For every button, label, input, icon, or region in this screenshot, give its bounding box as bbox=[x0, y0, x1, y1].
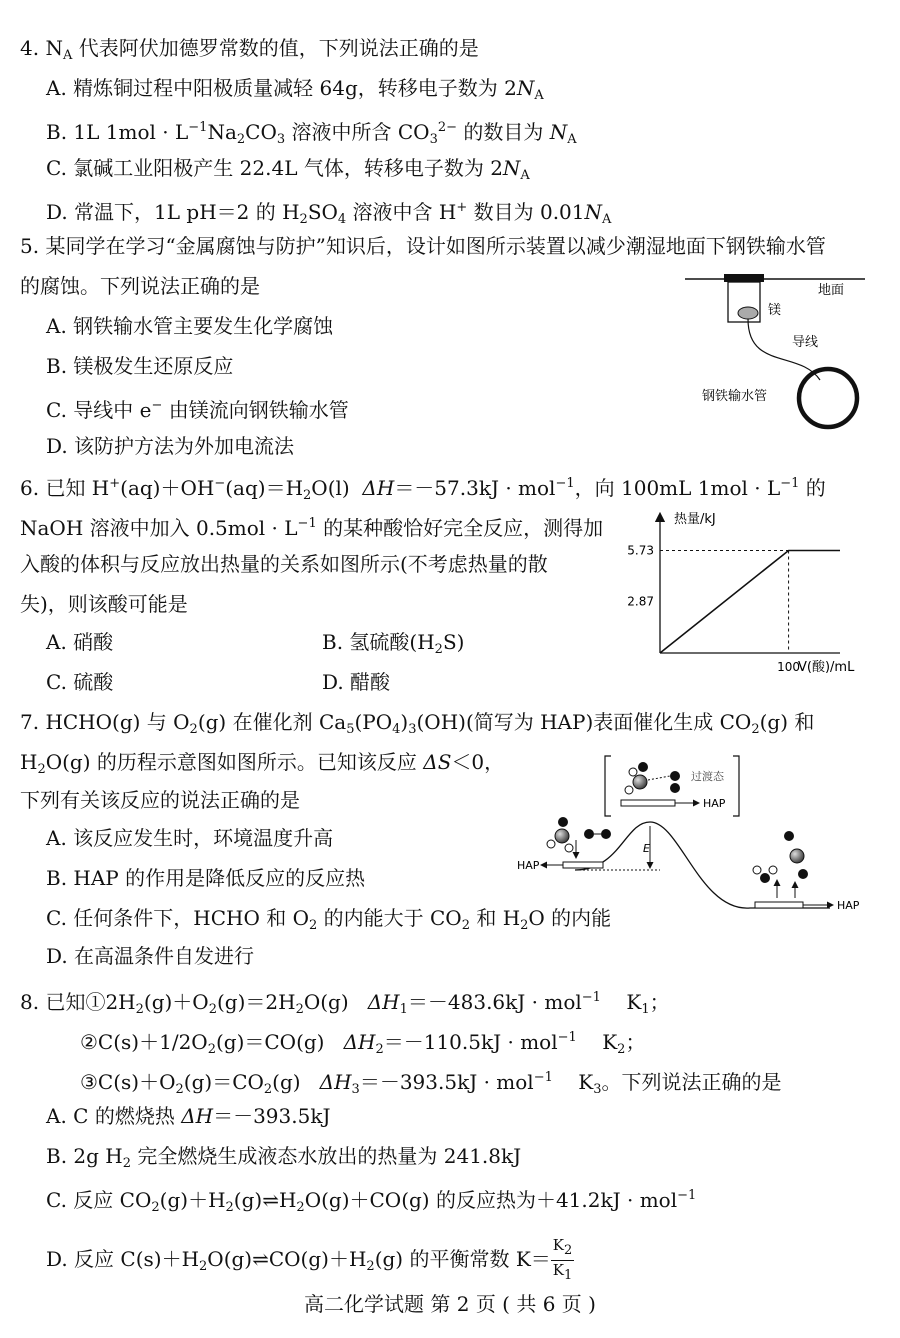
q4-stem: 4. $N_A$ 代表阿伏加德罗常数的值，下列说法正确的是 bbox=[20, 36, 479, 63]
heat-volume-chart bbox=[620, 505, 870, 685]
corrosion-protection-figure bbox=[680, 240, 870, 440]
h-atom-left-2 bbox=[565, 844, 573, 852]
q6-stem-line2: NaOH 溶液中加入 $0.5mol \cdot L^{-1}$ 的某种酸恰好完全反应，测得加 bbox=[20, 516, 604, 540]
q6-stem-line1: 6. 已知 $H^+(aq)+OH^-(aq)=H_2O(l) \Delta H=-57.3kJ \cdot mol^{-1}$，向 100mL $1mol \cdot L^{-1}$ 的 bbox=[20, 476, 826, 503]
hap-label-left: HAP bbox=[517, 859, 540, 872]
y-axis-label: 热量/kJ bbox=[674, 512, 716, 527]
mg-label: 镁 bbox=[768, 303, 782, 318]
ground-cap bbox=[724, 274, 764, 282]
q7-option-c: C. 任何条件下，HCHO 和 $O_2$ 的内能大于 $CO_2$ 和 $H_2O$ 的内能 bbox=[46, 906, 612, 933]
q6-option-d: D. 醋酸 bbox=[322, 670, 391, 694]
q4-option-d: D. 常温下，1L pH＝2 的 $H_2SO_4$ 溶液中含 H+ 数目为 $0.01N_A$ bbox=[46, 200, 612, 227]
o2-atom-2 bbox=[601, 829, 611, 839]
y-tick-label-1: 2.87 bbox=[627, 594, 654, 609]
steel-pipe bbox=[799, 369, 857, 427]
q4-option-a: A. 精炼铜过程中阳极质量减轻 64g，转移电子数为 $2N_A$ bbox=[46, 76, 544, 103]
q7-stem-line1: 7. HCHO(g) 与 $O_2(g)$ 在催化剂 $Ca_5(PO_4)_3(OH)$(简写为 HAP)表面催化生成 $CO_2(g)$ 和 bbox=[20, 710, 815, 737]
series-line bbox=[660, 551, 840, 654]
o-atom-ts-2 bbox=[670, 771, 680, 781]
pipe-label: 钢铁输水管 bbox=[702, 389, 768, 404]
q6-option-c: C. 硫酸 bbox=[46, 670, 114, 694]
q8-option-a: A. C 的燃烧热 ΔH＝－393.5kJ bbox=[46, 1104, 331, 1128]
q8-option-c: C. 反应 $CO_2(g)+H_2(g)\rightleftharpoons H_2O(g)+CO(g)$ 的反应热为＋41.2kJ · mol$^{-1}$ bbox=[46, 1188, 697, 1215]
o-atom-co2-1 bbox=[784, 831, 794, 841]
q8-option-d: D. 反应 $C(s)+H_2O(g)\rightleftharpoons CO(g)+H_2(g)$ 的平衡常数 K＝ $\frac{K2}{K1}$ bbox=[46, 1236, 573, 1283]
hap-label-right: HAP bbox=[837, 899, 860, 912]
q5-option-b: B. 镁极发生还原反应 bbox=[46, 354, 234, 378]
page-footer: 高二化学试题 第 2 页 ( 共 6 页 ) bbox=[304, 1292, 596, 1316]
q6-stem-line3: 入酸的体积与反应放出热量的关系如图所示(不考虑热量的散 bbox=[20, 552, 548, 576]
q7-option-d: D. 在高温条件自发进行 bbox=[46, 944, 255, 968]
q7-stem-line2: $H_2O(g)$ 的历程示意图如图所示。已知该反应 ΔS＜0， bbox=[20, 750, 505, 777]
h-atom-ts-1 bbox=[629, 768, 637, 776]
transition-state-label: 过渡态 bbox=[691, 770, 724, 783]
y-tick-label-0: 5.73 bbox=[627, 543, 654, 558]
c-atom-co2 bbox=[790, 849, 804, 863]
q5-option-c: C. 导线中 e− 由镁流向钢铁输水管 bbox=[46, 398, 349, 422]
q7-stem-line3: 下列有关该反应的说法正确的是 bbox=[20, 788, 300, 812]
h-atom-ts-2 bbox=[625, 786, 633, 794]
hap-surface-ts bbox=[621, 800, 675, 806]
q5-option-d: D. 该防护方法为外加电流法 bbox=[46, 434, 295, 458]
o-atom-ts-3 bbox=[670, 783, 680, 793]
o-atom-co2-2 bbox=[798, 869, 808, 879]
q7-option-a: A. 该反应发生时，环境温度升高 bbox=[46, 826, 334, 850]
q6-option-b: B. 氢硫酸$(H_2S)$ bbox=[322, 630, 465, 657]
mg-electrode bbox=[738, 307, 758, 319]
q4-option-c: C. 氯碱工业阳极产生 22.4L 气体，转移电子数为 $2N_A$ bbox=[46, 156, 530, 183]
x-tick-label-0: 100 bbox=[777, 660, 801, 674]
hap-surface-right bbox=[755, 902, 803, 908]
q4-option-b: B. 1L $1mol \cdot L^{-1}Na_2CO_3$ 溶液中所含 $CO_3^{2-}$ 的数目为 $N_A$ bbox=[46, 120, 577, 147]
q6-option-a: A. 硝酸 bbox=[46, 630, 114, 654]
ground-label: 地面 bbox=[818, 283, 845, 298]
q5-stem-line2: 的腐蚀。下列说法正确的是 bbox=[20, 274, 260, 298]
q8-line1: 8. 已知$①2H_2(g)+O_2(g)=2H_2O(g) \Delta H_1=-483.6kJ \cdot mol^{-1}$ $K_1$； bbox=[20, 990, 670, 1017]
h-atom-h2o-1 bbox=[753, 866, 761, 874]
hap-surface-left bbox=[563, 862, 603, 868]
q8-line2: $②C(s)+1/2O_2(g)=CO(g) \Delta H_2=-110.5kJ \cdot mol^{-1}$ $K_2$； bbox=[80, 1030, 646, 1057]
o-atom-ts-1 bbox=[638, 762, 648, 772]
hap-label-ts: HAP bbox=[703, 797, 726, 810]
q6-stem-line4: 失)，则该酸可能是 bbox=[20, 592, 188, 616]
c-atom-ts bbox=[633, 775, 647, 789]
c-atom-left bbox=[555, 829, 569, 843]
h-atom-left-1 bbox=[547, 840, 555, 848]
reaction-pathway-figure bbox=[515, 752, 870, 922]
q8-option-b: B. 2g $H_2$ 完全燃烧生成液态水放出的热量为 241.8kJ bbox=[46, 1144, 522, 1171]
x-axis-label: V(酸)/mL bbox=[798, 660, 855, 675]
q7-option-b: B. HAP 的作用是降低反应的反应热 bbox=[46, 866, 366, 890]
h-atom-h2o-2 bbox=[769, 866, 777, 874]
q5-stem-line1: 5. 某同学在学习“金属腐蚀与防护”知识后，设计如图所示装置以减少潮湿地面下钢铁输水管 bbox=[20, 234, 826, 258]
q5-option-a: A. 钢铁输水管主要发生化学腐蚀 bbox=[46, 314, 334, 338]
o2-atom-1 bbox=[584, 829, 594, 839]
o-atom-left bbox=[558, 817, 568, 827]
activation-energy-label: E bbox=[643, 842, 650, 855]
q8-line3: $③C(s)+O_2(g)=CO_2(g) \Delta H_3=-393.5kJ \cdot mol^{-1}$ $K_3$。下列说法正确的是 bbox=[80, 1070, 782, 1097]
wire-label: 导线 bbox=[792, 335, 819, 350]
o-atom-h2o bbox=[760, 873, 770, 883]
